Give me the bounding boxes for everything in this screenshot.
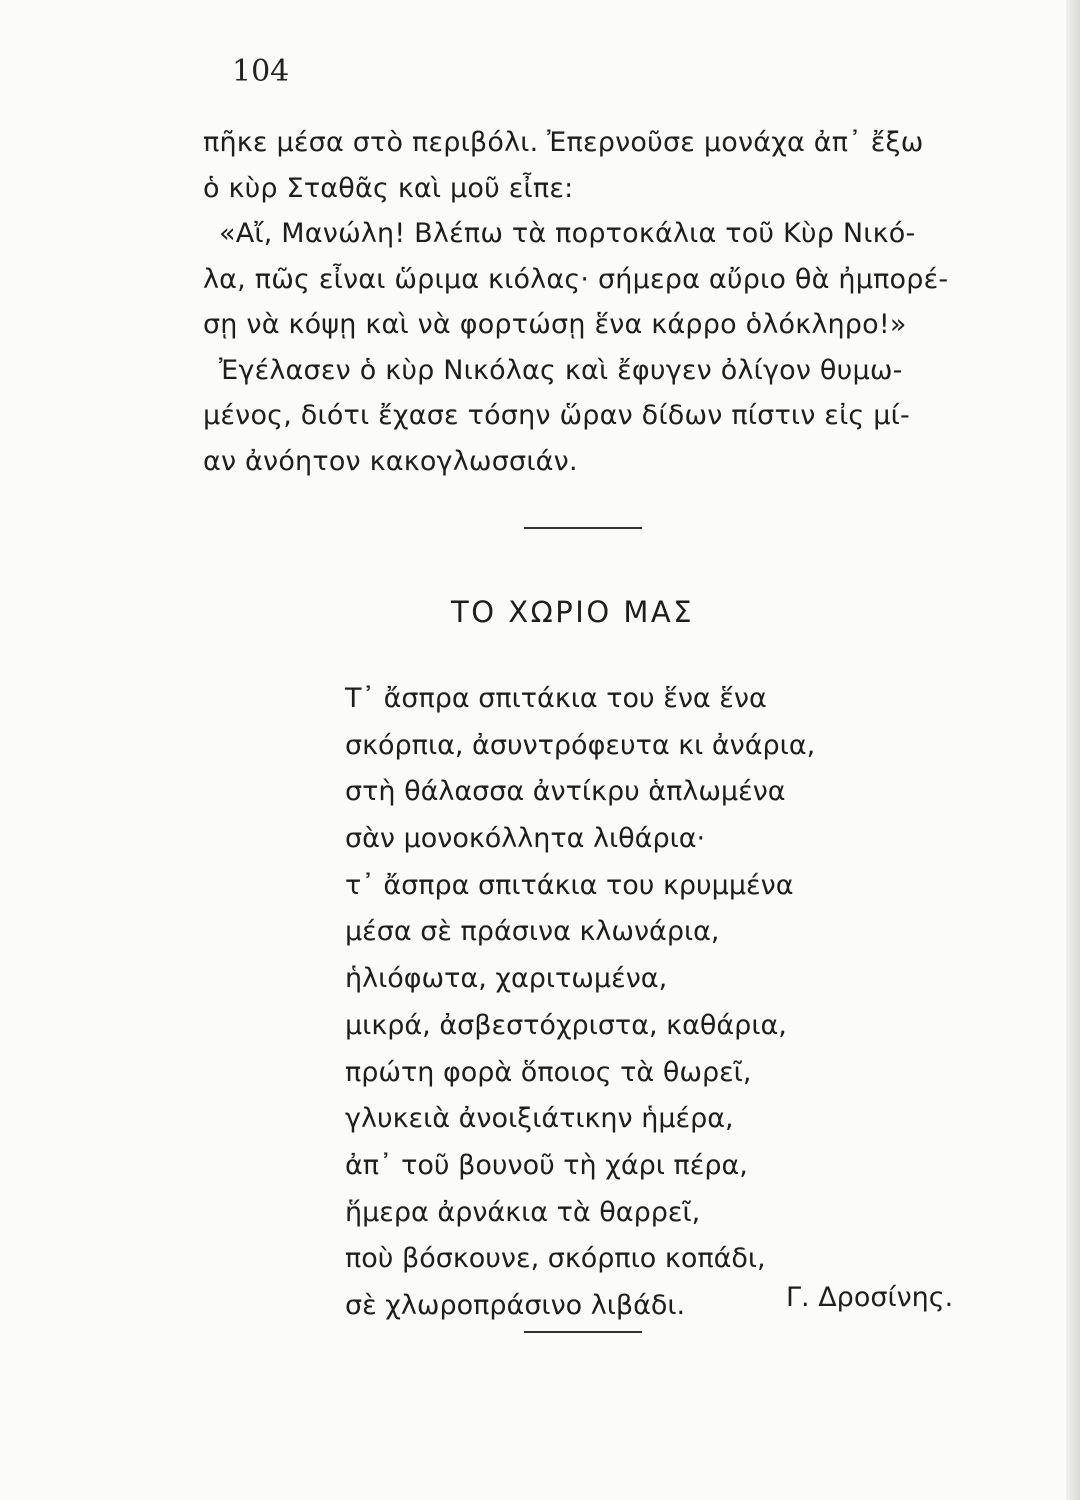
poem-line: μέσα σὲ πράσινα κλωνάρια, [345, 916, 720, 948]
prose-line: «Αἴ, Μανώλη! Βλέπω τὰ πορτοκάλια τοῦ Κὺρ Νικό- [219, 218, 916, 249]
prose-line: Ἐγέλασεν ὁ κὺρ Νικόλας καὶ ἔφυγεν ὀλίγον θυμω- [219, 354, 903, 386]
poem-line: ἡλιόφωτα, χαριτωμένα, [345, 963, 668, 995]
poem-line: ἀπ᾿ τοῦ βουνοῦ τὴ χάρι πέρα, [345, 1149, 748, 1181]
poem-line: στὴ θάλασσα ἀντίκρυ ἁπλωμένα [345, 776, 786, 808]
poem-line: σὲ χλωροπράσινο λιβάδι. [345, 1289, 686, 1321]
prose-line: σῃ νὰ κόψῃ καὶ νὰ φορτώσῃ ἕνα κάρρο ὁλόκληρο!» [203, 309, 907, 340]
poem-author: Γ. Δροσίνης. [786, 1282, 954, 1313]
prose-line: ὁ κὺρ Σταθᾶς καὶ μοῦ εἶπε: [203, 172, 574, 204]
poem-line: γλυκειὰ ἀνοιξιάτικην ἡμέρα, [345, 1103, 734, 1135]
page-number: 104 [232, 54, 290, 89]
prose-paragraph [203, 120, 1008, 484]
poem-line: σὰν μονοκόλλητα λιθάρια· [345, 823, 706, 855]
poem-line: σκόρπια, ἀσυντρόφευτα κι ἀνάρια, [345, 729, 816, 761]
poem-line: Τ᾿ ἄσπρα σπιτάκια του ἕνα ἕνα [345, 683, 767, 714]
prose-line: λα, πῶς εἶναι ὥριμα κιόλας· σήμερα αὔριο θὰ ἠμπορέ- [203, 263, 949, 295]
poem-title: ΤΟ ΧΩΡΙΟ ΜΑΣ [451, 595, 695, 629]
prose-line: μένος, διότι ἔχασε τόσην ὥραν δίδων πίστιν εἰς μί- [203, 400, 910, 431]
poem-line: ποὺ βόσκουνε, σκόρπιο κοπάδι, [345, 1243, 766, 1275]
prose-line: πῆκε μέσα στὸ περιβόλι. Ἐπερνοῦσε μονάχα ἀπ᾿ ἔξω [203, 127, 924, 158]
prose-line: αν ἀνόητον κακογλωσσιάν. [203, 445, 578, 477]
section-divider [524, 1331, 642, 1333]
section-divider [524, 527, 642, 529]
poem-body [345, 676, 815, 1330]
poem-line: ἥμερα ἀρνάκια τὰ θαρρεῖ, [345, 1196, 701, 1228]
poem-line: πρώτη φορὰ ὅποιος τὰ θωρεῖ, [345, 1056, 752, 1088]
page-edge [1066, 0, 1080, 1500]
poem-line: μικρά, ἀσβεστόχριστα, καθάρια, [345, 1009, 787, 1041]
poem-line: τ᾿ ἄσπρα σπιτάκια του κρυμμένα [345, 869, 794, 901]
